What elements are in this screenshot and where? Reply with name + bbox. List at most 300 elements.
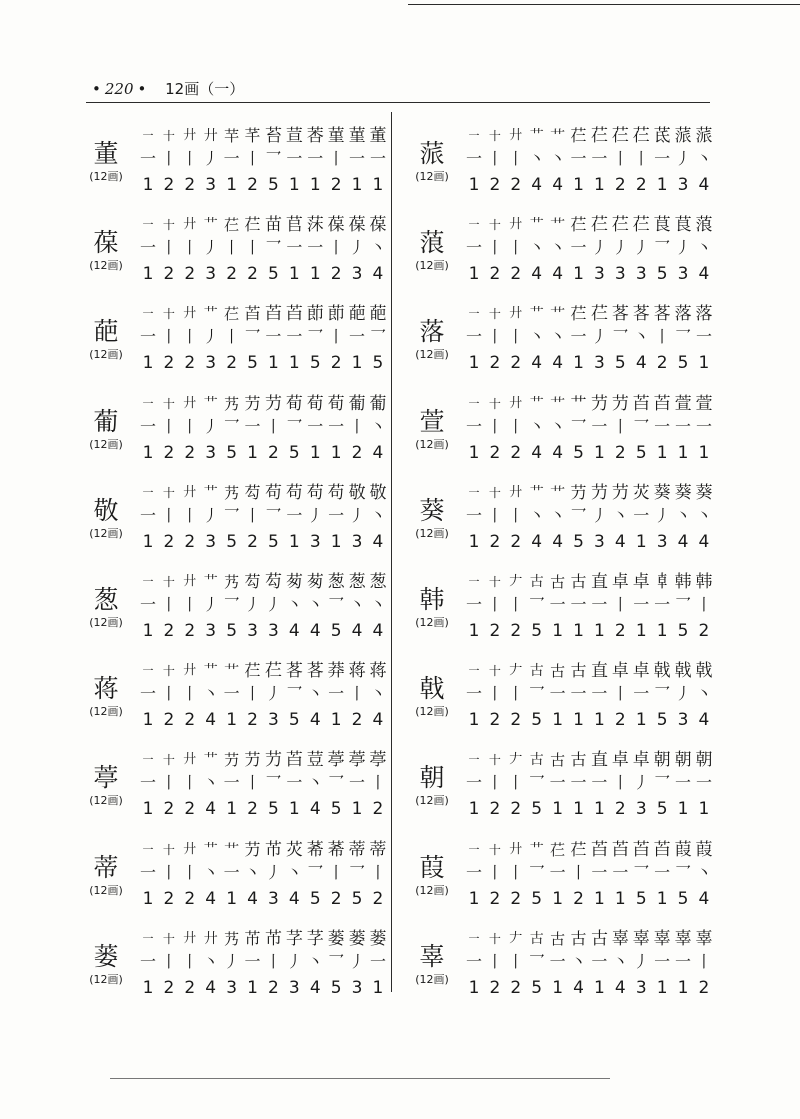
progression-step: 莯 bbox=[306, 215, 324, 236]
stroke-digit: 1 bbox=[288, 264, 300, 285]
stroke-shape: 丶 bbox=[307, 951, 324, 971]
progression-step: 芢 bbox=[590, 304, 608, 325]
stroke-digit: 1 bbox=[142, 621, 154, 641]
progression-step: 古 bbox=[590, 928, 608, 949]
progression-step: 十 bbox=[162, 129, 175, 143]
stroke-shape: 丨 bbox=[160, 505, 177, 525]
stroke-shape: 一 bbox=[369, 149, 386, 168]
progression-step: 艹 bbox=[224, 840, 240, 859]
stroke-shape: 丨 bbox=[633, 149, 650, 168]
stroke-digit: 2 bbox=[614, 799, 626, 820]
progression-step: 一 bbox=[142, 218, 154, 232]
stroke-digit: 4 bbox=[288, 888, 300, 909]
stroke-shape: 一 bbox=[633, 595, 650, 614]
progression-step: 芢 bbox=[611, 126, 629, 146]
progression-step: 葭 bbox=[695, 839, 713, 860]
progression-step: 莭 bbox=[306, 304, 324, 325]
stroke-digit: 4 bbox=[573, 977, 584, 998]
stroke-number-row bbox=[138, 263, 388, 285]
stroke-shape: 一 bbox=[570, 595, 587, 614]
progression-step: 𠂇 bbox=[509, 663, 523, 679]
stroke-shape: 一 bbox=[570, 327, 587, 347]
stroke-shape: 一 bbox=[549, 684, 566, 704]
stroke-digit: 2 bbox=[184, 442, 196, 463]
stroke-digit: 4 bbox=[531, 175, 543, 195]
stroke-shape: 乛 bbox=[675, 862, 692, 882]
stroke-shape-row bbox=[138, 951, 388, 973]
stroke-digit: 4 bbox=[205, 799, 217, 820]
stroke-digit: 5 bbox=[309, 888, 321, 909]
stroke-digit: 2 bbox=[330, 264, 342, 285]
stroke-shape: 丶 bbox=[570, 951, 587, 971]
stroke-number-row bbox=[138, 174, 388, 196]
stroke-shape: 丿 bbox=[591, 238, 608, 258]
progression-step: 一 bbox=[468, 842, 480, 856]
stroke-digit: 1 bbox=[677, 977, 689, 998]
stroke-digit: 1 bbox=[677, 799, 689, 820]
stroke-shape: 丿 bbox=[633, 238, 650, 258]
stroke-shape: 丶 bbox=[695, 862, 712, 882]
entry-character: 蒎 bbox=[419, 139, 445, 168]
stroke-shape: 丿 bbox=[633, 951, 650, 971]
stroke-digit: 2 bbox=[489, 799, 501, 820]
stroke-shape: 乛 bbox=[328, 595, 345, 614]
stroke-count-note: (12画) bbox=[89, 883, 123, 897]
progression-step: 十 bbox=[162, 575, 175, 589]
stroke-shape: 一 bbox=[223, 862, 240, 882]
stroke-digit: 4 bbox=[372, 710, 384, 731]
stroke-number-row bbox=[464, 888, 714, 910]
stroke-digit: 5 bbox=[656, 799, 668, 820]
progression-step: 落 bbox=[674, 304, 692, 325]
stroke-digit: 3 bbox=[351, 977, 363, 998]
progression-step: 茖 bbox=[285, 661, 303, 682]
stroke-digit: 5 bbox=[635, 442, 647, 463]
stroke-shape-row bbox=[464, 951, 714, 973]
stroke-shape: 一 bbox=[369, 951, 386, 971]
stroke-digit: 3 bbox=[205, 264, 217, 285]
progression-step: 芀 bbox=[611, 393, 629, 414]
stroke-shape: 乛 bbox=[633, 862, 650, 882]
stroke-digit: 1 bbox=[372, 977, 384, 998]
stroke-digit: 1 bbox=[594, 621, 605, 641]
stroke-digit: 2 bbox=[184, 888, 196, 909]
progression-step: 艹 bbox=[550, 216, 566, 235]
stroke-digit: 1 bbox=[573, 621, 584, 641]
stroke-digit: 2 bbox=[184, 264, 196, 285]
stroke-digit: 2 bbox=[163, 353, 175, 374]
progression-step: 葆 bbox=[327, 215, 345, 236]
stroke-shape: 一 bbox=[570, 149, 587, 168]
stroke-shape: 乛 bbox=[675, 327, 692, 347]
progression-step: 苩 bbox=[590, 839, 608, 860]
progression-step: 朝 bbox=[674, 750, 692, 771]
stroke-digit: 4 bbox=[372, 264, 384, 285]
stroke-progression-row bbox=[464, 564, 714, 592]
progression-step: 芇 bbox=[264, 839, 282, 860]
stroke-shape: 丨 bbox=[223, 327, 240, 347]
stroke-digit: 2 bbox=[510, 175, 522, 195]
section-title: 12画（一） bbox=[165, 80, 245, 98]
stroke-count-note: (12画) bbox=[89, 259, 123, 273]
progression-step: 廾 bbox=[183, 930, 197, 946]
stroke-digit: 5 bbox=[330, 799, 342, 820]
stroke-shape: 丿 bbox=[202, 149, 219, 168]
stroke-count-note: (12画) bbox=[89, 794, 123, 808]
progression-step: 芇 bbox=[244, 928, 261, 948]
stroke-digit: 4 bbox=[531, 442, 543, 463]
stroke-shape: 一 bbox=[465, 595, 482, 614]
progression-step: 芊 bbox=[244, 126, 261, 145]
stroke-shape: 丨 bbox=[507, 951, 524, 971]
stroke-number-row bbox=[464, 352, 714, 374]
stroke-digit: 1 bbox=[142, 977, 154, 998]
progression-step: 戟 bbox=[695, 661, 713, 682]
header-bullet: • bbox=[92, 80, 101, 98]
stroke-shape: 丨 bbox=[654, 327, 671, 347]
stroke-digit: 1 bbox=[594, 799, 605, 820]
stroke-digit: 5 bbox=[372, 353, 384, 374]
stroke-digit: 4 bbox=[677, 531, 689, 552]
stroke-digit: 5 bbox=[268, 175, 279, 195]
progression-step: 直 bbox=[590, 572, 608, 592]
progression-step: 艹 bbox=[203, 663, 218, 680]
progression-step: 一 bbox=[142, 664, 154, 678]
stroke-digit: 4 bbox=[531, 353, 543, 374]
stroke-digit: 1 bbox=[552, 710, 564, 731]
stroke-digit: 1 bbox=[247, 442, 258, 463]
progression-step: 艿 bbox=[224, 394, 240, 413]
stroke-progression-row bbox=[464, 653, 714, 681]
stroke-shape: 一 bbox=[139, 773, 156, 793]
stroke-shape: 丶 bbox=[675, 505, 692, 525]
stroke-digit: 1 bbox=[468, 353, 480, 374]
stroke-shape: 丶 bbox=[528, 327, 545, 347]
stroke-progression-row bbox=[464, 296, 714, 324]
stroke-digit: 4 bbox=[247, 888, 258, 909]
progression-step: 一 bbox=[142, 485, 154, 499]
progression-step: 廾 bbox=[509, 128, 523, 143]
progression-step: 葵 bbox=[653, 482, 671, 503]
entry-character: 韩 bbox=[419, 585, 445, 614]
stroke-digit: 1 bbox=[698, 799, 710, 820]
stroke-digit: 1 bbox=[468, 799, 480, 820]
stroke-shape: 丨 bbox=[160, 684, 177, 704]
stroke-shape: 一 bbox=[307, 149, 324, 168]
stroke-shape: 丨 bbox=[486, 595, 503, 614]
progression-step: 直 bbox=[590, 661, 608, 682]
progression-step: 茛 bbox=[653, 215, 671, 236]
stroke-shape: 乛 bbox=[528, 862, 545, 882]
stroke-digit: 1 bbox=[573, 799, 584, 820]
stroke-shape: 丨 bbox=[181, 951, 198, 971]
stroke-shape: 丨 bbox=[612, 416, 629, 436]
progression-step: 古 bbox=[529, 930, 544, 947]
progression-step: 古 bbox=[550, 662, 566, 681]
stroke-count-note: (12画) bbox=[89, 437, 123, 451]
stroke-number-row bbox=[138, 620, 388, 642]
progression-step: 茋 bbox=[653, 126, 671, 146]
progression-step: 葵 bbox=[674, 482, 692, 503]
stroke-digit: 5 bbox=[330, 621, 342, 641]
stroke-shape: 一 bbox=[695, 416, 712, 436]
stroke-number-row bbox=[464, 263, 714, 285]
stroke-shape: 丿 bbox=[202, 416, 219, 436]
stroke-shape: 乛 bbox=[349, 862, 366, 882]
progression-step: 一 bbox=[468, 129, 480, 142]
stroke-digit: 2 bbox=[268, 977, 279, 998]
progression-step: 苟 bbox=[285, 482, 303, 503]
stroke-shape: 一 bbox=[654, 595, 671, 614]
stroke-shape: 丨 bbox=[507, 862, 524, 882]
stroke-shape: 丨 bbox=[244, 238, 261, 258]
stroke-shape-row bbox=[464, 772, 714, 794]
progression-step: 蒂 bbox=[369, 839, 387, 860]
progression-step: 蒌 bbox=[327, 928, 345, 949]
stroke-digit: 2 bbox=[268, 442, 279, 463]
stroke-digit: 2 bbox=[573, 888, 584, 909]
entry-character: 葶 bbox=[93, 763, 119, 793]
stroke-digit: 4 bbox=[698, 710, 710, 731]
progression-step: 艹 bbox=[203, 574, 218, 590]
stroke-shape-row bbox=[464, 237, 714, 259]
progression-step: 荀 bbox=[327, 393, 345, 414]
progression-step: 辜 bbox=[653, 928, 671, 949]
stroke-count-note: (12画) bbox=[415, 437, 449, 451]
entry-character: 萱 bbox=[419, 406, 445, 436]
progression-step: 茖 bbox=[653, 304, 671, 325]
stroke-digit: 3 bbox=[351, 531, 363, 552]
progression-step: 一 bbox=[142, 396, 154, 410]
stroke-shape: 一 bbox=[654, 416, 671, 436]
stroke-count-note: (12画) bbox=[89, 705, 123, 719]
entry-character: 落 bbox=[419, 317, 445, 347]
stroke-digit: 2 bbox=[184, 977, 196, 998]
stroke-digit: 4 bbox=[205, 977, 217, 998]
stroke-digit: 4 bbox=[309, 977, 321, 998]
stroke-digit: 1 bbox=[142, 353, 154, 374]
stroke-number-row bbox=[464, 798, 714, 820]
stroke-shape: 丿 bbox=[202, 505, 219, 525]
progression-step: 芶 bbox=[264, 572, 282, 592]
stroke-shape: 一 bbox=[591, 595, 608, 614]
progression-step: 芶 bbox=[244, 572, 261, 591]
stroke-shape: 乛 bbox=[528, 773, 545, 793]
stroke-shape-row bbox=[464, 505, 714, 527]
stroke-shape: 丨 bbox=[369, 773, 386, 793]
stroke-shape: 一 bbox=[465, 416, 482, 436]
stroke-shape: 一 bbox=[139, 862, 156, 882]
progression-step: 苟 bbox=[306, 482, 324, 503]
stroke-digit: 1 bbox=[656, 977, 668, 998]
stroke-shape: 丨 bbox=[160, 773, 177, 793]
stroke-progression-row bbox=[464, 742, 714, 770]
stroke-digit: 3 bbox=[677, 175, 689, 195]
stroke-shape: 丶 bbox=[307, 595, 324, 614]
stroke-shape: 一 bbox=[139, 238, 156, 258]
stroke-shape: 丨 bbox=[507, 149, 524, 168]
stroke-digit: 4 bbox=[372, 621, 384, 641]
progression-step: 辜 bbox=[695, 928, 713, 949]
stroke-shape: 丨 bbox=[181, 327, 198, 347]
stroke-number-row bbox=[138, 442, 388, 464]
stroke-shape: 乛 bbox=[244, 327, 261, 347]
stroke-shape: 一 bbox=[675, 416, 692, 436]
stroke-shape: 丶 bbox=[307, 773, 324, 793]
entry-character: 蒋 bbox=[93, 674, 119, 704]
stroke-shape: 一 bbox=[244, 951, 261, 971]
stroke-shape: 乛 bbox=[286, 416, 303, 436]
progression-step: 艿 bbox=[224, 483, 240, 502]
stroke-digit: 1 bbox=[330, 442, 342, 463]
progression-step: 芢 bbox=[550, 840, 566, 859]
stroke-shape: 一 bbox=[612, 862, 629, 882]
stroke-digit: 1 bbox=[468, 710, 480, 731]
stroke-shape: 丿 bbox=[223, 951, 240, 971]
entry-character: 葡 bbox=[93, 406, 119, 436]
stroke-digit: 1 bbox=[468, 977, 480, 998]
stroke-digit: 4 bbox=[635, 353, 647, 374]
stroke-digit: 2 bbox=[489, 888, 501, 909]
progression-step: 莕 bbox=[306, 126, 324, 146]
entry-character: 葭 bbox=[419, 852, 445, 882]
progression-step: 葶 bbox=[369, 750, 387, 771]
stroke-shape: 丶 bbox=[612, 951, 629, 971]
progression-step: 十 bbox=[488, 842, 501, 857]
stroke-digit: 1 bbox=[468, 264, 480, 285]
stroke-digit: 1 bbox=[351, 353, 363, 374]
stroke-shape: 丶 bbox=[528, 149, 545, 168]
stroke-digit: 1 bbox=[468, 442, 480, 463]
stroke-digit: 2 bbox=[163, 710, 175, 731]
stroke-shape: 一 bbox=[139, 416, 156, 436]
stroke-shape: 一 bbox=[307, 238, 324, 258]
stroke-shape: 一 bbox=[591, 149, 608, 168]
stroke-shape-row bbox=[464, 594, 714, 616]
stroke-digit: 5 bbox=[677, 353, 689, 374]
progression-step: 芢 bbox=[224, 305, 240, 324]
stroke-shape: 乛 bbox=[675, 595, 692, 614]
stroke-shape: 乛 bbox=[223, 595, 240, 614]
stroke-digit: 2 bbox=[247, 710, 258, 731]
stroke-shape: 丨 bbox=[486, 951, 503, 971]
stroke-digit: 1 bbox=[468, 175, 480, 195]
progression-step: 葡 bbox=[348, 393, 366, 414]
stroke-digit: 2 bbox=[614, 710, 626, 731]
progression-step: 萱 bbox=[674, 393, 692, 414]
stroke-digit: 5 bbox=[288, 442, 300, 463]
progression-step: 古 bbox=[570, 928, 587, 948]
progression-step: 芀 bbox=[590, 393, 608, 414]
stroke-shape: 丨 bbox=[181, 416, 198, 436]
stroke-shape: 一 bbox=[633, 684, 650, 704]
stroke-number-row bbox=[464, 620, 714, 642]
stroke-shape: 一 bbox=[633, 505, 650, 525]
progression-step: 十 bbox=[162, 753, 175, 768]
stroke-shape: 丿 bbox=[633, 773, 650, 793]
stroke-number-row bbox=[464, 174, 714, 196]
progression-step: 辜 bbox=[632, 928, 650, 949]
progression-step: 葶 bbox=[348, 750, 366, 771]
stroke-digit: 5 bbox=[614, 353, 626, 374]
stroke-shape: 一 bbox=[286, 773, 303, 793]
progression-step: 蒎 bbox=[674, 126, 692, 146]
stroke-digit: 1 bbox=[552, 621, 564, 641]
stroke-digit: 4 bbox=[531, 531, 543, 552]
stroke-shape-row bbox=[464, 416, 714, 438]
progression-step: 艹 bbox=[550, 394, 566, 413]
progression-step: 苩 bbox=[653, 393, 671, 414]
header-rule bbox=[86, 102, 710, 103]
progression-step: 卓 bbox=[611, 572, 629, 592]
stroke-shape: 丨 bbox=[612, 149, 629, 168]
progression-step: 廾 bbox=[509, 484, 523, 500]
stroke-digit: 5 bbox=[677, 888, 689, 909]
stroke-shape: 丨 bbox=[181, 595, 198, 614]
progression-step: 蒎 bbox=[695, 126, 713, 146]
stroke-shape: 丨 bbox=[328, 862, 345, 882]
stroke-shape: 一 bbox=[139, 505, 156, 525]
entry-character: 葱 bbox=[93, 585, 119, 614]
progression-step: 𠂇 bbox=[509, 574, 523, 589]
progression-step: 荀 bbox=[306, 393, 324, 414]
stroke-count-note: (12画) bbox=[415, 794, 449, 808]
stroke-shape: 乛 bbox=[265, 238, 282, 258]
stroke-digit: 3 bbox=[205, 175, 217, 195]
progression-step: 蒗 bbox=[695, 215, 713, 236]
stroke-digit: 2 bbox=[489, 353, 501, 374]
stroke-digit: 2 bbox=[489, 710, 501, 731]
progression-step: 一 bbox=[468, 307, 480, 321]
stroke-digit: 2 bbox=[510, 710, 522, 731]
stroke-shape: 丶 bbox=[307, 684, 324, 704]
progression-step: 一 bbox=[468, 664, 480, 678]
progression-step: 𠂇 bbox=[509, 752, 523, 768]
stroke-shape: 丨 bbox=[486, 773, 503, 793]
stroke-shape: 丨 bbox=[181, 862, 198, 882]
progression-step: 朝 bbox=[695, 750, 713, 771]
stroke-digit: 3 bbox=[205, 442, 217, 463]
stroke-digit: 1 bbox=[288, 799, 300, 820]
progression-step: 蒋 bbox=[348, 661, 366, 682]
stroke-shape: 丨 bbox=[160, 416, 177, 436]
stroke-shape: 一 bbox=[328, 416, 345, 436]
stroke-shape: 乛 bbox=[286, 684, 303, 704]
stroke-digit: 2 bbox=[184, 353, 196, 374]
stroke-number-row bbox=[464, 442, 714, 464]
entry-character: 敬 bbox=[93, 495, 119, 525]
stroke-digit: 3 bbox=[268, 710, 279, 731]
stroke-progression-row bbox=[138, 207, 388, 235]
stroke-shape: 乛 bbox=[223, 416, 240, 436]
progression-step: 苩 bbox=[244, 304, 261, 324]
progression-step: 苩 bbox=[611, 839, 629, 860]
stroke-number-row bbox=[464, 977, 714, 999]
stroke-shape: 一 bbox=[695, 327, 712, 347]
progression-step: 辜 bbox=[611, 928, 629, 949]
progression-step: 艹 bbox=[529, 306, 544, 323]
stroke-shape: 一 bbox=[286, 238, 303, 258]
progression-step: 芢 bbox=[570, 839, 587, 859]
stroke-digit: 3 bbox=[247, 621, 258, 641]
progression-step: 葶 bbox=[327, 750, 345, 771]
entry-character: 戟 bbox=[419, 674, 445, 704]
stroke-digit: 2 bbox=[372, 888, 384, 909]
stroke-shape: 丨 bbox=[328, 327, 345, 347]
column-divider bbox=[391, 112, 392, 992]
progression-step: 艹 bbox=[570, 393, 587, 413]
progression-step: 葡 bbox=[369, 393, 387, 414]
